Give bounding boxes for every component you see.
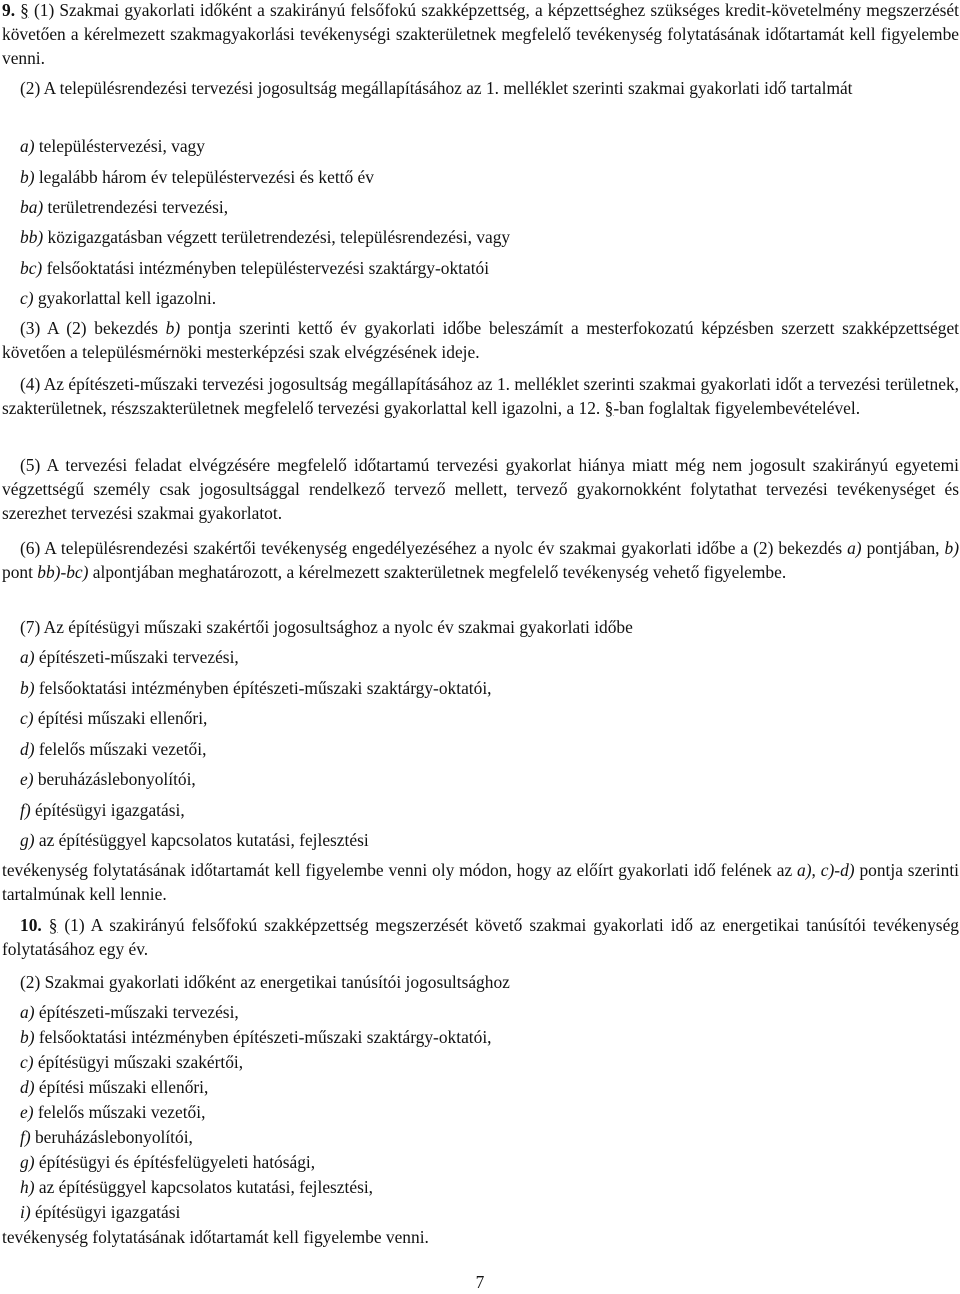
section-sign-link[interactable]: §: [48, 915, 58, 935]
list-item: ba) területrendezési tervezési,: [20, 197, 229, 217]
list-item: a) építészeti-műszaki tervezési,: [20, 647, 239, 667]
section-9-paragraph-5: (5) A tervezési feladat elvégzésére megfelelő időtartamú tervezési gyakorlat hiánya miatt még nem jogosult szakirányú egyetemi végzettségű személy csak jogosultsággal rendelkező tervező mellett, tervező gyakornokként folytathat tervezési tevékenységet és szerezhet tervezési szakmai gyakorlatot.: [2, 455, 959, 523]
list-item: c) építési műszaki ellenőri,: [20, 708, 208, 728]
section-number: 10.: [20, 915, 42, 935]
section-sign-link[interactable]: §: [20, 0, 29, 20]
list-item: e) felelős műszaki vezetői,: [20, 1102, 206, 1122]
section-10-paragraph-1: 10. § (1) A szakirányú felsőfokú szakképzettség megszerzését követő szakmai gyakorlati idő az energetikai tanúsítói tevékenység folytatásához egy év.: [2, 915, 959, 959]
list-item: bb) közigazgatásban végzett területrendezési, településrendezési, vagy: [20, 227, 511, 247]
list-item: f) építésügyi igazgatási,: [20, 800, 185, 820]
section-9-paragraph-7-tail: tevékenység folytatásának időtartamát kell figyelembe venni oly módon, hogy az előírt gyakorlati idő felének az a), c)-d) pontja szerinti tartalmúnak kell lennie.: [2, 860, 959, 904]
section-9-paragraph-7: (7) Az építésügyi műszaki szakértői jogosultsághoz a nyolc év szakmai gyakorlati időbe: [20, 617, 633, 637]
section-10-paragraph-2: (2) Szakmai gyakorlati időként az energetikai tanúsítói jogosultsághoz: [20, 972, 510, 992]
list-item: c) gyakorlattal kell igazolni.: [20, 288, 217, 308]
section-9-paragraph-2: (2) A településrendezési tervezési jogosultság megállapításához az 1. melléklet szerinti szakmai gyakorlati idő tartalmát: [20, 78, 853, 98]
list-item: f) beruházáslebonyolítói,: [20, 1127, 193, 1147]
list-item: a) településtervezési, vagy: [20, 136, 205, 156]
list-item: a) építészeti-műszaki tervezési,: [20, 1002, 239, 1022]
list-item: i) építésügyi igazgatási: [20, 1202, 181, 1222]
section-10-paragraph-2-tail: tevékenység folytatásának időtartamát kell figyelembe venni.: [2, 1227, 429, 1247]
section-9-paragraph-6: (6) A településrendezési szakértői tevékenység engedélyezéséhez a nyolc év szakmai gyakorlati időbe a (2) bekezdés a) pontjában, b) pont bb)-bc) alpontjában meghatározott, a kérelmezett szakterületnek megfelelő tevékenység vehető figyelembe.: [2, 538, 959, 582]
list-item: g) építésügyi és építésfelügyeleti hatósági,: [20, 1152, 316, 1172]
list-item: d) felelős műszaki vezetői,: [20, 739, 207, 759]
list-item: bc) felsőoktatási intézményben településtervezési szaktárgy-oktatói: [20, 258, 490, 278]
list-item: b) felsőoktatási intézményben építészeti-műszaki szaktárgy-oktatói,: [20, 678, 492, 698]
list-item: g) az építésüggyel kapcsolatos kutatási, fejlesztési: [20, 830, 369, 850]
section-sign-link[interactable]: §: [604, 398, 614, 418]
section-9-paragraph-4: (4) Az építészeti-műszaki tervezési jogosultság megállapításához az 1. melléklet szerinti szakmai gyakorlati időt a tervezési területnek, szakterületnek, részszakterületnek megfelelő tervezési gyakorlattal kell igazolni, a 12. §-ban foglaltak figyelembevételével.: [2, 374, 959, 418]
list-item: b) felsőoktatási intézményben építészeti-műszaki szaktárgy-oktatói,: [20, 1027, 492, 1047]
section-9-paragraph-3: (3) A (2) bekezdés b) pontja szerinti kettő év gyakorlati időbe beleszámít a mesterfokozatú képzésben szerzett szakképzettséget követően a településmérnöki mesterképzési szak elvégzésének ideje.: [2, 318, 959, 362]
list-item: c) építésügyi műszaki szakértői,: [20, 1052, 244, 1072]
section-9-paragraph-1: [2, 0, 959, 70]
list-item: d) építési műszaki ellenőri,: [20, 1077, 209, 1097]
page-number: 7: [475, 1272, 485, 1292]
list-item: b) legalább három év településtervezési és kettő év: [20, 167, 374, 187]
paragraph-text: (1) Szakmai gyakorlati időként a szakirányú felsőfokú szakképzettség, a képzettséghez szükséges kredit-követelmény megszerzését követően a kérelmezett szakmagyakorlási tevékenységi szakterületnek megfelelő tevékenység folytatásának időtartamát kell figyelembe venni.: [2, 0, 959, 68]
list-item: h) az építésüggyel kapcsolatos kutatási, fejlesztési,: [20, 1177, 374, 1197]
list-item: e) beruházáslebonyolítói,: [20, 769, 196, 789]
section-number: 9.: [2, 0, 16, 20]
